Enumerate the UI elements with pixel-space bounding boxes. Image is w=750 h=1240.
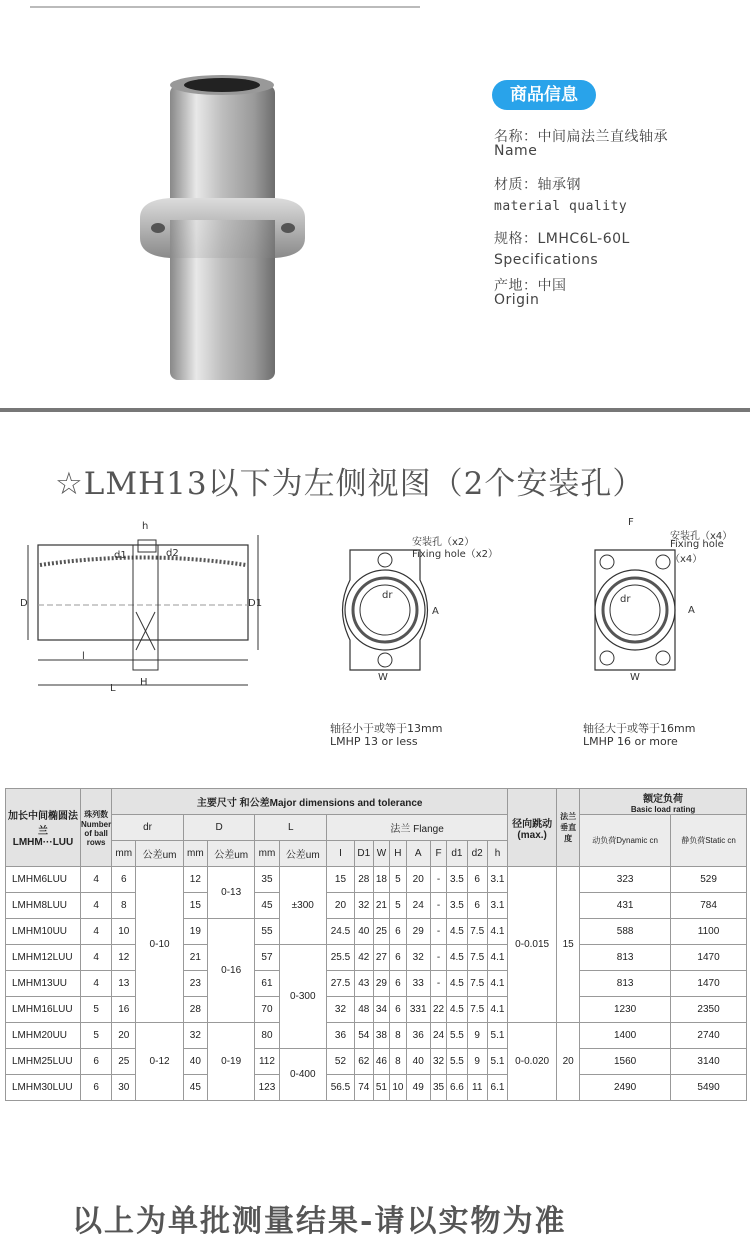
- flange-cell: 5: [390, 893, 407, 919]
- side-view-diagram: [18, 520, 278, 700]
- flange-cell: 5.5: [447, 1023, 467, 1049]
- info-name-en: Name: [494, 143, 538, 159]
- flange-cell: 15: [327, 867, 355, 893]
- static-cell: 1100: [671, 919, 747, 945]
- label-d1: d1: [114, 550, 127, 561]
- flange-cell: 43: [354, 971, 373, 997]
- flange-cell: -: [430, 893, 447, 919]
- dynamic-cell: 588: [580, 919, 671, 945]
- flange-col-header: W: [373, 841, 390, 867]
- flange-cell: 46: [373, 1049, 390, 1075]
- dr-cell: 16: [112, 997, 136, 1023]
- flange-cell: 4.1: [487, 919, 507, 945]
- label-H: H: [140, 677, 148, 688]
- flange-cell: 5.5: [447, 1049, 467, 1075]
- flange-cell: 56.5: [327, 1075, 355, 1101]
- flange-col-header: A: [406, 841, 430, 867]
- static-cell: 2740: [671, 1023, 747, 1049]
- L-tol-cell: 0-300: [279, 945, 327, 1049]
- dr-tol-cell: 0-12: [136, 1023, 184, 1101]
- flange-cell: 24: [406, 893, 430, 919]
- table-row: [6, 867, 747, 893]
- flange-cell: -: [430, 867, 447, 893]
- flange-cell: 36: [327, 1023, 355, 1049]
- flange-cell: 7.5: [467, 997, 487, 1023]
- flange-cell: 32: [354, 893, 373, 919]
- D-cell: 12: [183, 867, 207, 893]
- model-header-cn: 加长中间椭圆法兰: [8, 811, 78, 837]
- flange-cell: 25.5: [327, 945, 355, 971]
- flange-cell: 42: [354, 945, 373, 971]
- flange-cell: 3.5: [447, 893, 467, 919]
- L-cell: 55: [255, 919, 279, 945]
- dr-cell: 13: [112, 971, 136, 997]
- dr-cell: 12: [112, 945, 136, 971]
- bearing-product-image: [130, 70, 320, 390]
- dynamic-cell: 431: [580, 893, 671, 919]
- model-cell: LMHM20UU: [6, 1023, 81, 1049]
- load-header-cn: 额定负荷: [643, 793, 684, 805]
- flange-cell: 54: [354, 1023, 373, 1049]
- flange-cell: 4.5: [447, 919, 467, 945]
- flange-cell: 62: [354, 1049, 373, 1075]
- rows-cell: 6: [81, 1075, 112, 1101]
- unit-tol: 公差um: [279, 841, 327, 867]
- flange-cell: -: [430, 919, 447, 945]
- model-cell: LMHM30LUU: [6, 1075, 81, 1101]
- dr-tol-cell: 0-10: [136, 867, 184, 1023]
- flange-cell: 32: [430, 1049, 447, 1075]
- dr-cell: 6: [112, 867, 136, 893]
- D-cell: 15: [183, 893, 207, 919]
- static-cell: 784: [671, 893, 747, 919]
- flange-cell: -: [430, 945, 447, 971]
- D-cell: 32: [183, 1023, 207, 1049]
- section-divider: [0, 408, 750, 412]
- static-cell: 3140: [671, 1049, 747, 1075]
- view-heading: ☆LMH13以下为左侧视图（2个安装孔）: [55, 466, 645, 502]
- unit-mm: mm: [255, 841, 279, 867]
- flange-cell: 52: [327, 1049, 355, 1075]
- D-cell: 19: [183, 919, 207, 945]
- model-cell: LMHM6LUU: [6, 867, 81, 893]
- info-material-cn: 材质：轴承钢: [494, 177, 581, 193]
- flange-cell: 51: [373, 1075, 390, 1101]
- col-model-header: [6, 789, 81, 867]
- dr-cell: 20: [112, 1023, 136, 1049]
- label-W-1: W: [378, 672, 388, 683]
- rows-cell: 6: [81, 1049, 112, 1075]
- dr-cell: 25: [112, 1049, 136, 1075]
- flange-cell: 38: [373, 1023, 390, 1049]
- D-cell: 23: [183, 971, 207, 997]
- flange-cell: 25: [373, 919, 390, 945]
- flange-cell: 33: [406, 971, 430, 997]
- flange-col-header: H: [390, 841, 407, 867]
- table-row: [6, 1075, 747, 1101]
- flange-cell: 21: [373, 893, 390, 919]
- L-tol-cell: 0-400: [279, 1049, 327, 1101]
- unit-tol: 公差um: [207, 841, 255, 867]
- model-cell: LMHM13UU: [6, 971, 81, 997]
- footer-note: 以上为单批测量结果-请以实物为准: [72, 1204, 567, 1239]
- L-cell: 45: [255, 893, 279, 919]
- label-D1: D1: [248, 598, 263, 609]
- L-tol-cell: ±300: [279, 867, 327, 945]
- load-header: [580, 789, 747, 815]
- flange-cell: 8: [390, 1023, 407, 1049]
- rows-cell: 4: [81, 893, 112, 919]
- flange-col-header: d2: [467, 841, 487, 867]
- flange-cell: 29: [406, 919, 430, 945]
- label-L: L: [110, 683, 116, 694]
- flange-cell: 29: [373, 971, 390, 997]
- static-cell: 2350: [671, 997, 747, 1023]
- flange-cell: 5.1: [487, 1049, 507, 1075]
- L-cell: 70: [255, 997, 279, 1023]
- flange-cell: 5.1: [487, 1023, 507, 1049]
- info-spec-cn: 规格：LMHC6L-60L: [494, 231, 630, 247]
- unit-tol: 公差um: [136, 841, 184, 867]
- main-dim-header: 主要尺寸 和公差Major dimensions and tolerance: [112, 789, 508, 815]
- caption-13-en: LMHP 13 or less: [330, 735, 418, 748]
- static-cell: 5490: [671, 1075, 747, 1101]
- load-header-en: Basic load rating: [630, 804, 696, 814]
- flange-cell: 7.5: [467, 971, 487, 997]
- static-cell: 1470: [671, 945, 747, 971]
- L-cell: 112: [255, 1049, 279, 1075]
- flange-cell: 6: [467, 867, 487, 893]
- dynamic-header: 动负荷Dynamic cn: [580, 815, 671, 867]
- dr-cell: 8: [112, 893, 136, 919]
- dynamic-cell: 323: [580, 867, 671, 893]
- D-cell: 28: [183, 997, 207, 1023]
- unit-mm: mm: [183, 841, 207, 867]
- model-cell: LMHM12LUU: [6, 945, 81, 971]
- D-cell: 45: [183, 1075, 207, 1101]
- D-tol-cell: 0-16: [207, 919, 255, 1023]
- flange-cell: 20: [327, 893, 355, 919]
- col-rows-header: 珠列数Number of ball rows: [81, 789, 112, 867]
- L-cell: 61: [255, 971, 279, 997]
- perp-cell: 20: [557, 1023, 580, 1101]
- label-d2: d2: [166, 548, 179, 559]
- label-F: F: [628, 517, 634, 528]
- rows-cell: 4: [81, 945, 112, 971]
- model-cell: LMHM8LUU: [6, 893, 81, 919]
- flange-cell: 3.5: [447, 867, 467, 893]
- static-header: 静负荷Static cn: [671, 815, 747, 867]
- dynamic-cell: 1400: [580, 1023, 671, 1049]
- flange-cell: 6: [467, 893, 487, 919]
- L-cell: 57: [255, 945, 279, 971]
- flange-col-header: I: [327, 841, 355, 867]
- info-spec-en: Specifications: [494, 252, 599, 268]
- unit-mm: mm: [112, 841, 136, 867]
- col-runout-header: 径向跳动(max.): [508, 789, 557, 867]
- dr-cell: 30: [112, 1075, 136, 1101]
- label-dr-1: dr: [382, 590, 393, 601]
- D-header: D: [183, 815, 255, 841]
- info-origin-en: Origin: [494, 292, 540, 308]
- label-h: h: [142, 521, 149, 532]
- flange-cell: 27: [373, 945, 390, 971]
- flange-cell: 9: [467, 1023, 487, 1049]
- flange-cell: 27.5: [327, 971, 355, 997]
- flange-cell: 35: [430, 1075, 447, 1101]
- label-D: D: [20, 598, 28, 609]
- model-cell: LMHM16LUU: [6, 997, 81, 1023]
- L-header: L: [255, 815, 327, 841]
- col-perp-header: 法兰垂直度: [557, 789, 580, 867]
- flange-cell: 32: [327, 997, 355, 1023]
- dr-cell: 10: [112, 919, 136, 945]
- flange-cell: -: [430, 971, 447, 997]
- label-W-2: W: [630, 672, 640, 683]
- table-row: [6, 919, 747, 945]
- label-l: l: [82, 651, 85, 662]
- flange-cell: 22: [430, 997, 447, 1023]
- top-divider: [30, 6, 420, 8]
- flange-cell: 4.1: [487, 945, 507, 971]
- flange-cell: 34: [373, 997, 390, 1023]
- table-row: [6, 1023, 747, 1049]
- flange-cell: 4.5: [447, 945, 467, 971]
- info-origin-cn: 产地：中国: [494, 278, 567, 294]
- model-header-en: LMHM···LUU: [12, 837, 74, 848]
- flange-cell: 6.1: [487, 1075, 507, 1101]
- caption-13-cn: 轴径小于或等于13mm: [330, 722, 443, 735]
- flange-cell: 7.5: [467, 919, 487, 945]
- flange-cell: 6: [390, 919, 407, 945]
- label-A-2: A: [688, 605, 695, 616]
- D-cell: 40: [183, 1049, 207, 1075]
- flange-cell: 24.5: [327, 919, 355, 945]
- table-row: [6, 893, 747, 919]
- flange-cell: 40: [406, 1049, 430, 1075]
- hole-x4-label-cn: 安装孔（x4）: [670, 531, 733, 542]
- flange-col-header: h: [487, 841, 507, 867]
- hole-x2-label-cn: 安装孔（x2）: [412, 537, 475, 548]
- static-cell: 529: [671, 867, 747, 893]
- D-tol-cell: 0-19: [207, 1023, 255, 1101]
- flange-cell: 11: [467, 1075, 487, 1101]
- runout-cell: 0-0.020: [508, 1023, 557, 1101]
- table-row: [6, 945, 747, 971]
- flange-cell: 9: [467, 1049, 487, 1075]
- table-row: [6, 1049, 747, 1075]
- flange-cell: 40: [354, 919, 373, 945]
- model-cell: LMHM10UU: [6, 919, 81, 945]
- L-cell: 35: [255, 867, 279, 893]
- flange-col-header: D1: [354, 841, 373, 867]
- flange-cell: 8: [390, 1049, 407, 1075]
- L-cell: 80: [255, 1023, 279, 1049]
- dynamic-cell: 813: [580, 945, 671, 971]
- flange-cell: 6: [390, 945, 407, 971]
- flange-cell: 49: [406, 1075, 430, 1101]
- table-row: [6, 997, 747, 1023]
- dynamic-cell: 1230: [580, 997, 671, 1023]
- info-material-en: material quality: [494, 199, 628, 214]
- rows-cell: 4: [81, 971, 112, 997]
- runout-cell: 0-0.015: [508, 867, 557, 1023]
- spec-table: [5, 788, 747, 1101]
- flange-cell: 24: [430, 1023, 447, 1049]
- flange-cell: 48: [354, 997, 373, 1023]
- hole-x4-label-en: Fixing hole（x4）: [670, 539, 724, 565]
- label-dr-2: dr: [620, 594, 631, 605]
- flange-col-header: F: [430, 841, 447, 867]
- rows-cell: 5: [81, 1023, 112, 1049]
- hole-x2-label-en: Fixing hole（x2）: [412, 549, 499, 560]
- flange-cell: 3.1: [487, 893, 507, 919]
- rows-cell: 4: [81, 919, 112, 945]
- flange-cell: 5: [390, 867, 407, 893]
- flange-cell: 20: [406, 867, 430, 893]
- flange-cell: 36: [406, 1023, 430, 1049]
- flange-cell: 4.1: [487, 997, 507, 1023]
- flange-cell: 28: [354, 867, 373, 893]
- flange-cell: 10: [390, 1075, 407, 1101]
- flange-cell: 4.5: [447, 971, 467, 997]
- caption-16-cn: 轴径大于或等于16mm: [583, 722, 696, 735]
- dynamic-cell: 813: [580, 971, 671, 997]
- flange-cell: 6: [390, 971, 407, 997]
- model-cell: LMHM25LUU: [6, 1049, 81, 1075]
- flange-cell: 18: [373, 867, 390, 893]
- label-A-1: A: [432, 606, 439, 617]
- dynamic-cell: 2490: [580, 1075, 671, 1101]
- flange-cell: 32: [406, 945, 430, 971]
- perp-cell: 15: [557, 867, 580, 1023]
- static-cell: 1470: [671, 971, 747, 997]
- flange-cell: 6.6: [447, 1075, 467, 1101]
- flange-cell: 4.1: [487, 971, 507, 997]
- table-row: [6, 971, 747, 997]
- flange-cell: 6: [390, 997, 407, 1023]
- L-cell: 123: [255, 1075, 279, 1101]
- caption-16-en: LMHP 16 or more: [583, 735, 678, 748]
- flange-cell: 4.5: [447, 997, 467, 1023]
- flange-col-header: d1: [447, 841, 467, 867]
- flange-cell: 3.1: [487, 867, 507, 893]
- rows-cell: 4: [81, 867, 112, 893]
- dr-header: dr: [112, 815, 184, 841]
- D-cell: 21: [183, 945, 207, 971]
- flange-cell: 331: [406, 997, 430, 1023]
- rows-cell: 5: [81, 997, 112, 1023]
- flange-header: 法兰 Flange: [327, 815, 508, 841]
- product-info-badge: 商品信息: [492, 80, 596, 110]
- dynamic-cell: 1560: [580, 1049, 671, 1075]
- info-name-cn: 名称：中间扁法兰直线轴承: [494, 129, 668, 145]
- flange-cell: 7.5: [467, 945, 487, 971]
- D-tol-cell: 0-13: [207, 867, 255, 919]
- flange-cell: 74: [354, 1075, 373, 1101]
